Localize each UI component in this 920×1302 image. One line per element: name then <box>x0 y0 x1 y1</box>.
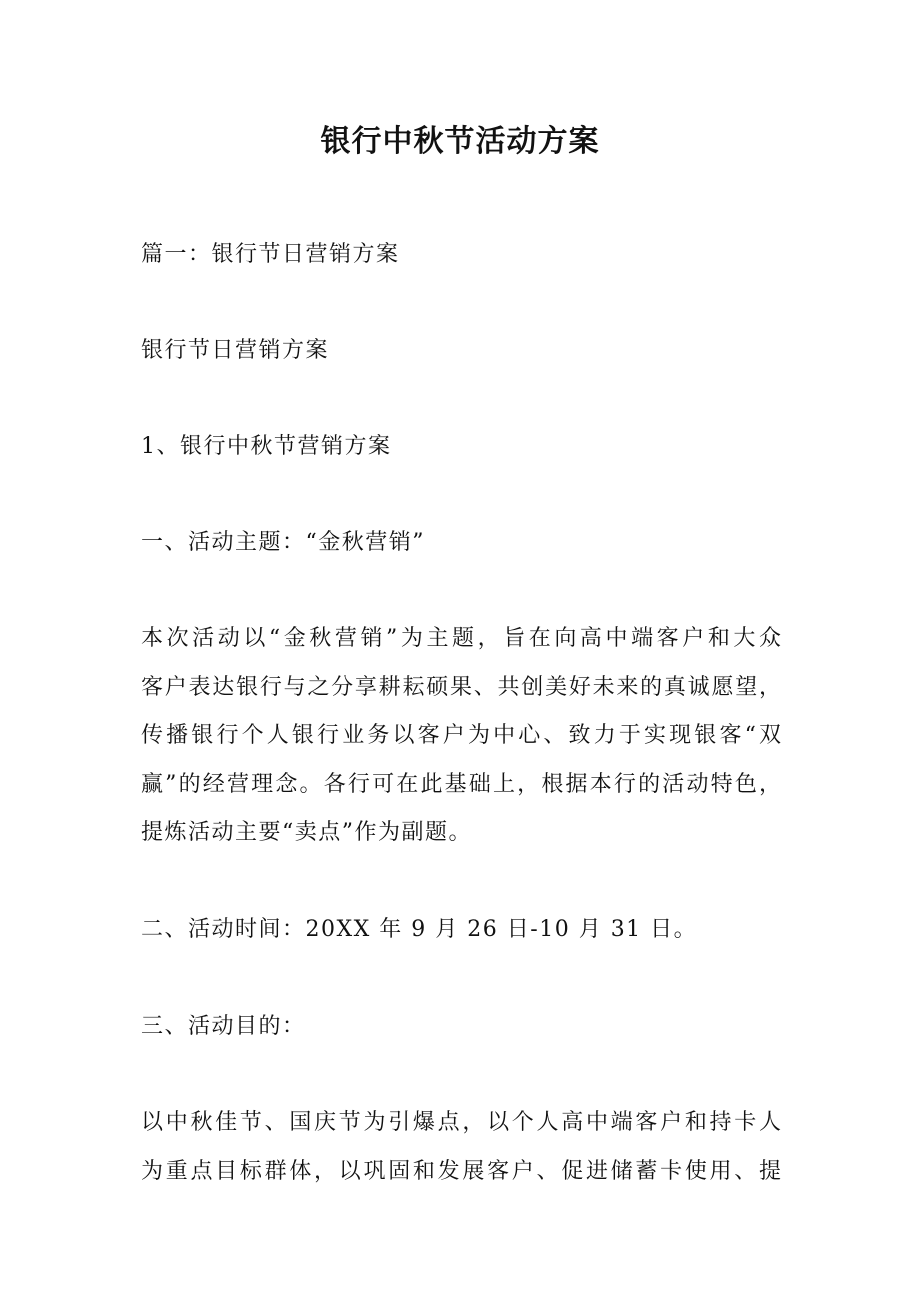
paragraph-line: 以中秋佳节、国庆节为引爆点，以个人高中端客户和持卡人 <box>141 1110 781 1135</box>
paragraph-line: 客户表达银行与之分享耕耘硕果、共创美好未来的真诚愿望， <box>141 674 781 700</box>
paragraph-line: 提炼活动主要“卖点”作为副题。 <box>141 820 472 845</box>
subtitle: 银行节日营销方案 <box>141 338 330 363</box>
section-heading: 篇一：银行节日营销方案 <box>141 242 400 267</box>
document-title: 银行中秋节活动方案 <box>320 124 600 159</box>
item-heading: 1、银行中秋节营销方案 <box>141 434 392 459</box>
paragraph-line: 为重点目标群体，以巩固和发展客户、促进储蓄卡使用、提 <box>141 1158 781 1184</box>
purpose-paragraph <box>141 1105 781 1202</box>
purpose-heading: 三、活动目的： <box>141 1014 306 1039</box>
paragraph-line: 赢”的经营理念。各行可在此基础上，根据本行的活动特色， <box>141 771 781 797</box>
paragraph-line: 本次活动以“金秋营销”为主题，旨在向高中端客户和大众 <box>141 626 781 651</box>
theme-paragraph <box>141 621 781 864</box>
theme-heading: 一、活动主题：“金秋营销” <box>141 530 425 555</box>
time-heading: 二、活动时间：20XX 年 9 月 26 日-10 月 31 日。 <box>141 917 698 942</box>
paragraph-line: 传播银行个人银行业务以客户为中心、致力于实现银客“双 <box>141 723 781 748</box>
